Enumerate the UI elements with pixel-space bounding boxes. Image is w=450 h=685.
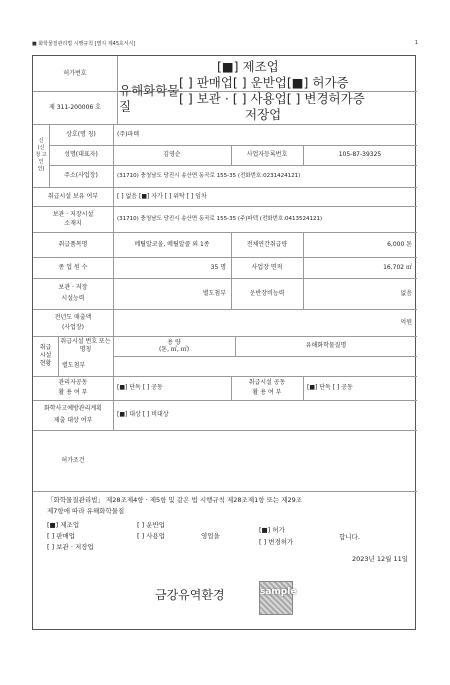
business-number: 105-87-39325: [338, 151, 382, 158]
option-sales: [ ] 판매업: [47, 532, 76, 540]
page-number: 1: [414, 40, 418, 46]
permit-number: 제 311-200006 호: [49, 103, 101, 111]
permit-type-line-4: 저장업: [245, 107, 282, 122]
transport-capacity-label: 운반장비능력: [249, 289, 285, 297]
storage-location-label-2: 소재지: [64, 219, 82, 227]
storage-location-address: (31710) 충청남도 당진시 송산면 동곡로 155-35 (주)파텍 (전화번호:0413524121): [117, 216, 323, 222]
representative-label: 성명(대표자): [64, 151, 98, 158]
facility-status-group-label: 취급 시설 현황: [39, 344, 52, 367]
chemical-name-header: 유해화학물질명: [305, 342, 347, 349]
facility-sharing-label-2: 활 용 여 부: [252, 389, 282, 396]
capacity-header-line-1: 용 량: [167, 338, 181, 346]
facility-ownership-options: [ ] 없음 [■] 자가 [ ] 위탁 [ ] 임차: [117, 192, 207, 200]
address-label: 주소(사업장): [64, 172, 98, 179]
facility-status-value: 별도첨부: [62, 362, 86, 369]
facility-sharing-options: [■] 단독 [ ] 공동: [307, 384, 353, 391]
option-storage: [ ] 보관 · 저장업: [47, 543, 94, 551]
applicant-group-label: 신 (신 청 고 인 인): [35, 138, 47, 172]
form-reference: ■ 화학물질관리법 시행규칙 [별지 제45호서식]: [32, 41, 136, 47]
capacity-value: 별도첨부: [202, 289, 226, 297]
facility-ownership-label: 취급시설 보유 여부: [47, 192, 99, 200]
permit-type-line-1: [■] 제조업: [217, 59, 279, 74]
issuing-authority: 금강유역환경: [155, 588, 225, 602]
option-change-permit: [ ] 변경허가: [259, 538, 294, 546]
employees-value: 35 명: [210, 263, 226, 271]
sales-label-1: 전년도 매출액: [54, 313, 92, 321]
option-transport: [ ] 운반업: [137, 521, 166, 529]
permit-title-prefix: 유해화학물질: [119, 83, 180, 114]
statement-line-1: 「화학물질관리법」 제28조제4항 · 제5항 및 같은 법 시행규칙 제28조제1항 또는 제29조: [47, 496, 303, 504]
company-name: (주)파텍: [117, 130, 140, 138]
items-value: 메틸알코올, 메틸알콜 외 1종: [134, 240, 210, 248]
statement-closing: 합니다.: [339, 533, 360, 541]
option-use: [ ] 사용업: [137, 532, 166, 540]
site-area-value: 16,702 ㎡: [383, 263, 412, 271]
transport-capacity-value: 없음: [400, 289, 412, 297]
permit-conditions-label: 허가조건: [61, 456, 85, 464]
statement-line-2: 제7항에 따라 유해화학물질: [47, 507, 125, 515]
employees-label: 종 업 원 수: [58, 263, 88, 271]
facility-sharing-label-1: 취급시설 공동: [248, 379, 286, 386]
permit-type-line-3: [ ] 보관 · [ ] 사용업[ ] 변경허가증: [179, 91, 365, 106]
business-number-label: 사업자등록번호: [246, 151, 288, 158]
sales-value: 억원: [400, 318, 412, 326]
form-header: [32, 40, 418, 52]
option-manufacture: [■] 제조업: [47, 521, 80, 529]
official-seal-stamp: [259, 581, 297, 615]
representative-name: 김영순: [163, 151, 181, 158]
sales-label-2: (사업장): [61, 324, 85, 331]
permit-document: [32, 55, 416, 630]
manager-sharing-label-1: 관리자공동: [58, 379, 88, 386]
permit-type-line-2: [ ] 판매업[ ] 운반업[■] 허가증: [179, 75, 349, 90]
business-address: (31710) 충청남도 당진시 송산면 동곡로 155-35 (전화번호:0231424121): [117, 173, 301, 179]
storage-location-label-1: 보관 · 저장시설: [52, 210, 94, 218]
company-name-label: 상호(명 칭): [66, 130, 96, 138]
capacity-label-1: 보관 · 저장: [58, 283, 88, 291]
stamp-text: sample: [260, 587, 297, 597]
capacity-label-2: 시설능력: [61, 295, 85, 302]
option-permit: [■] 허가: [259, 526, 285, 534]
site-area-label: 사업장 면적: [251, 263, 283, 271]
items-label: 취급품목명: [58, 240, 88, 248]
prevention-plan-label-2: 제출 대상 여부: [53, 417, 93, 424]
prevention-plan-label-1: 화학사고예방관리계획: [44, 405, 102, 412]
annual-amount-label: 전체연간취급량: [246, 240, 288, 248]
annual-amount-value: 6,000 톤: [387, 240, 412, 248]
facility-id-header: 취급시설 번호 또는 명칭: [60, 338, 111, 353]
permit-number-label: 허가번호: [63, 69, 87, 77]
prevention-plan-options: [■] 대상 [ ] 비대상: [117, 411, 169, 418]
manager-sharing-options: [■] 단독 [ ] 공동: [117, 384, 163, 391]
issue-date: 2023년 12월 11일: [351, 555, 408, 563]
business-word: 영업을: [201, 532, 220, 540]
manager-sharing-label-2: 활 용 여 부: [58, 389, 88, 396]
capacity-header-line-2: (톤, ㎥, ㎡): [158, 346, 190, 353]
